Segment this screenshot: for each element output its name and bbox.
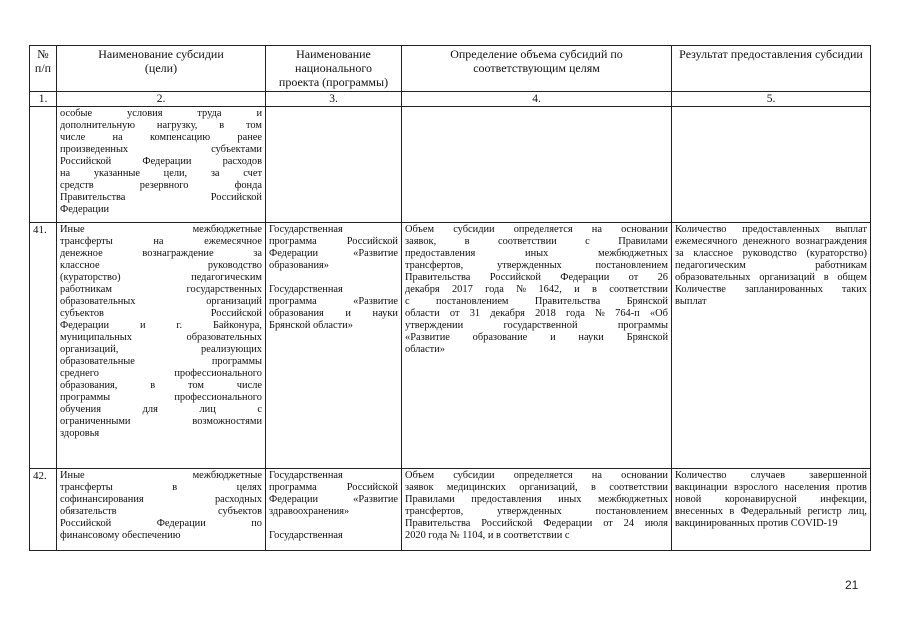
cell-text-line: вакцинации взрослого населения против bbox=[675, 482, 867, 493]
column-number-2: 2. bbox=[57, 92, 266, 107]
cell-text-line: за классное руководство (кураторство) bbox=[675, 248, 867, 259]
cell-text-line: Федерации и г. Байконура, bbox=[60, 320, 262, 331]
result-cell bbox=[672, 107, 871, 223]
project-name-cell bbox=[266, 107, 402, 223]
cell-text-line: заявок медицинских организаций, в соответствии bbox=[405, 482, 668, 493]
cell-text-line: финансовому обеспечению bbox=[60, 530, 181, 541]
header-volume-definition: Определение объема субсидий по соответствующим целям bbox=[402, 46, 672, 92]
cell-text-line: программы профессионального bbox=[60, 392, 262, 403]
cell-text-line: новой коронавирусной инфекции, bbox=[675, 494, 867, 505]
cell-text-line: Объем субсидии определяется на основании bbox=[405, 470, 668, 481]
cell-text-line: трансфертов, утвержденных постановлением bbox=[405, 260, 668, 271]
cell-text-line: ежемесячного денежного вознаграждения bbox=[675, 236, 867, 247]
table-row bbox=[30, 107, 871, 223]
cell-text-line: трансфертов, утвержденных постановлением bbox=[405, 506, 668, 517]
column-number-5: 5. bbox=[672, 92, 871, 107]
page-number: 21 bbox=[845, 578, 859, 592]
table-header-row bbox=[30, 46, 871, 92]
table-row bbox=[30, 223, 871, 469]
cell-text-line: образовательных организаций в общем bbox=[675, 272, 867, 283]
cell-text-line: 2020 года № 1104, и в соответствии с bbox=[405, 530, 570, 541]
cell-text-line: педагогическим работникам bbox=[675, 260, 867, 271]
cell-text-line: особые условия труда и bbox=[60, 108, 262, 119]
cell-text-line: работникам государственных bbox=[60, 284, 262, 295]
cell-text-line: Количестве запланированных таких bbox=[675, 284, 867, 295]
cell-text-line: программа «Развитие bbox=[269, 296, 398, 307]
cell-text-line: с постановлением Правительства Брянской bbox=[405, 296, 668, 307]
header-result: Результат предоставления субсидии bbox=[672, 46, 871, 92]
cell-text-line: муниципальных образовательных bbox=[60, 332, 262, 343]
project-name-cell bbox=[266, 469, 402, 551]
header-number: № п/п bbox=[30, 46, 57, 92]
volume-definition-cell bbox=[402, 107, 672, 223]
row-index: 41. bbox=[30, 223, 57, 469]
cell-text-line: субъектов Российской bbox=[60, 308, 262, 319]
cell-text-line: софинансирования расходных bbox=[60, 494, 262, 505]
cell-text-line: Правилами предоставления иных межбюджетных bbox=[405, 494, 668, 505]
cell-text-line: декабря 2017 года № 1642, и в соответствии bbox=[405, 284, 668, 295]
header-subsidy-name: Наименование субсидии (цели) bbox=[57, 46, 266, 92]
cell-text-line: образования» bbox=[269, 260, 330, 271]
cell-text-line: обучения для лиц с bbox=[60, 404, 262, 415]
cell-text-line: здоровья bbox=[60, 428, 100, 439]
cell-text-line: денежное вознаграждение за bbox=[60, 248, 262, 259]
table-row bbox=[30, 469, 871, 551]
volume-definition-cell bbox=[402, 223, 672, 469]
cell-text-line: внесенных в Федеральный регистр лиц, bbox=[675, 506, 867, 517]
cell-text-line: утверждении государственной программы bbox=[405, 320, 668, 331]
cell-text-line: Правительства Российской bbox=[60, 192, 262, 203]
subsidy-name-cell bbox=[57, 223, 266, 469]
cell-text-line: организаций, реализующих bbox=[60, 344, 262, 355]
row-index bbox=[30, 107, 57, 223]
cell-text-line: области» bbox=[405, 344, 445, 355]
subsidy-name-cell bbox=[57, 469, 266, 551]
cell-text-line: программа Российской bbox=[269, 482, 398, 493]
cell-text-line: произведенных субъектами bbox=[60, 144, 262, 155]
cell-text-line: здравоохранения» bbox=[269, 506, 350, 517]
cell-text-line: трансферты на ежемесячное bbox=[60, 236, 262, 247]
cell-text-line: трансферты в целях bbox=[60, 482, 262, 493]
cell-text-line: Иные межбюджетные bbox=[60, 470, 262, 481]
cell-text-line: области от 31 декабря 2018 года № 764-п «Об bbox=[405, 308, 668, 319]
cell-text-line: Федерации bbox=[60, 204, 110, 215]
subsidy-name-cell bbox=[57, 107, 266, 223]
cell-text-line: выплат bbox=[675, 296, 707, 307]
cell-text-line: образования и науки bbox=[269, 308, 398, 319]
row-index: 42. bbox=[30, 469, 57, 551]
cell-text-line: (кураторство) педагогическим bbox=[60, 272, 262, 283]
cell-text-line: Правительства Российской Федерации от 26 bbox=[405, 272, 668, 283]
column-number-1: 1. bbox=[30, 92, 57, 107]
cell-text-line: «Развитие образование и науки Брянской bbox=[405, 332, 668, 343]
cell-text-line: обязательств субъектов bbox=[60, 506, 262, 517]
cell-text-line: Федерации «Развитие bbox=[269, 248, 398, 259]
cell-text-line: Брянской области» bbox=[269, 320, 353, 331]
cell-text-line: Государственная bbox=[269, 530, 343, 541]
project-name-cell bbox=[266, 223, 402, 469]
cell-text-line: Объем субсидии определяется на основании bbox=[405, 224, 668, 235]
cell-text-line: заявок, в соответствии с Правилами bbox=[405, 236, 668, 247]
cell-text-line: образования, в том числе bbox=[60, 380, 262, 391]
cell-text-line: среднего профессионального bbox=[60, 368, 262, 379]
cell-text-line: предоставления иных межбюджетных bbox=[405, 248, 668, 259]
cell-text-line: Федерации «Развитие bbox=[269, 494, 398, 505]
volume-definition-cell bbox=[402, 469, 672, 551]
cell-text-line: классное руководство bbox=[60, 260, 262, 271]
cell-text-line: программа Российской bbox=[269, 236, 398, 247]
cell-text-line: ограниченными возможностями bbox=[60, 416, 262, 427]
cell-text-line: образовательные программы bbox=[60, 356, 262, 367]
cell-text-line: Государственная bbox=[269, 224, 343, 235]
column-numbering-row bbox=[30, 92, 871, 107]
cell-text-line: Количество предоставленных выплат bbox=[675, 224, 867, 235]
header-project-name: Наименование национального проекта (программы) bbox=[266, 46, 402, 92]
result-cell bbox=[672, 469, 871, 551]
cell-text-line: средств резервного фонда bbox=[60, 180, 262, 191]
paragraph-gap bbox=[269, 518, 398, 530]
subsidy-table bbox=[29, 45, 871, 551]
cell-text-line: на указанные цели, за счет bbox=[60, 168, 262, 179]
cell-text-line: Правительства Российской Федерации от 24 июля bbox=[405, 518, 668, 529]
cell-text-line: вакцинированных против COVID-19 bbox=[675, 518, 838, 529]
cell-text-line: Иные межбюджетные bbox=[60, 224, 262, 235]
cell-text-line: Российской Федерации расходов bbox=[60, 156, 262, 167]
cell-text-line: образовательных организаций bbox=[60, 296, 262, 307]
cell-text-line: Государственная bbox=[269, 470, 343, 481]
cell-text-line: числе на компенсацию ранее bbox=[60, 132, 262, 143]
paragraph-gap bbox=[269, 272, 398, 284]
cell-text-line: Государственная bbox=[269, 284, 343, 295]
result-cell bbox=[672, 223, 871, 469]
cell-text-line: Количество случаев завершенной bbox=[675, 470, 867, 481]
column-number-3: 3. bbox=[266, 92, 402, 107]
cell-text-line: Российской Федерации по bbox=[60, 518, 262, 529]
cell-text-line: дополнительную нагрузку, в том bbox=[60, 120, 262, 131]
column-number-4: 4. bbox=[402, 92, 672, 107]
